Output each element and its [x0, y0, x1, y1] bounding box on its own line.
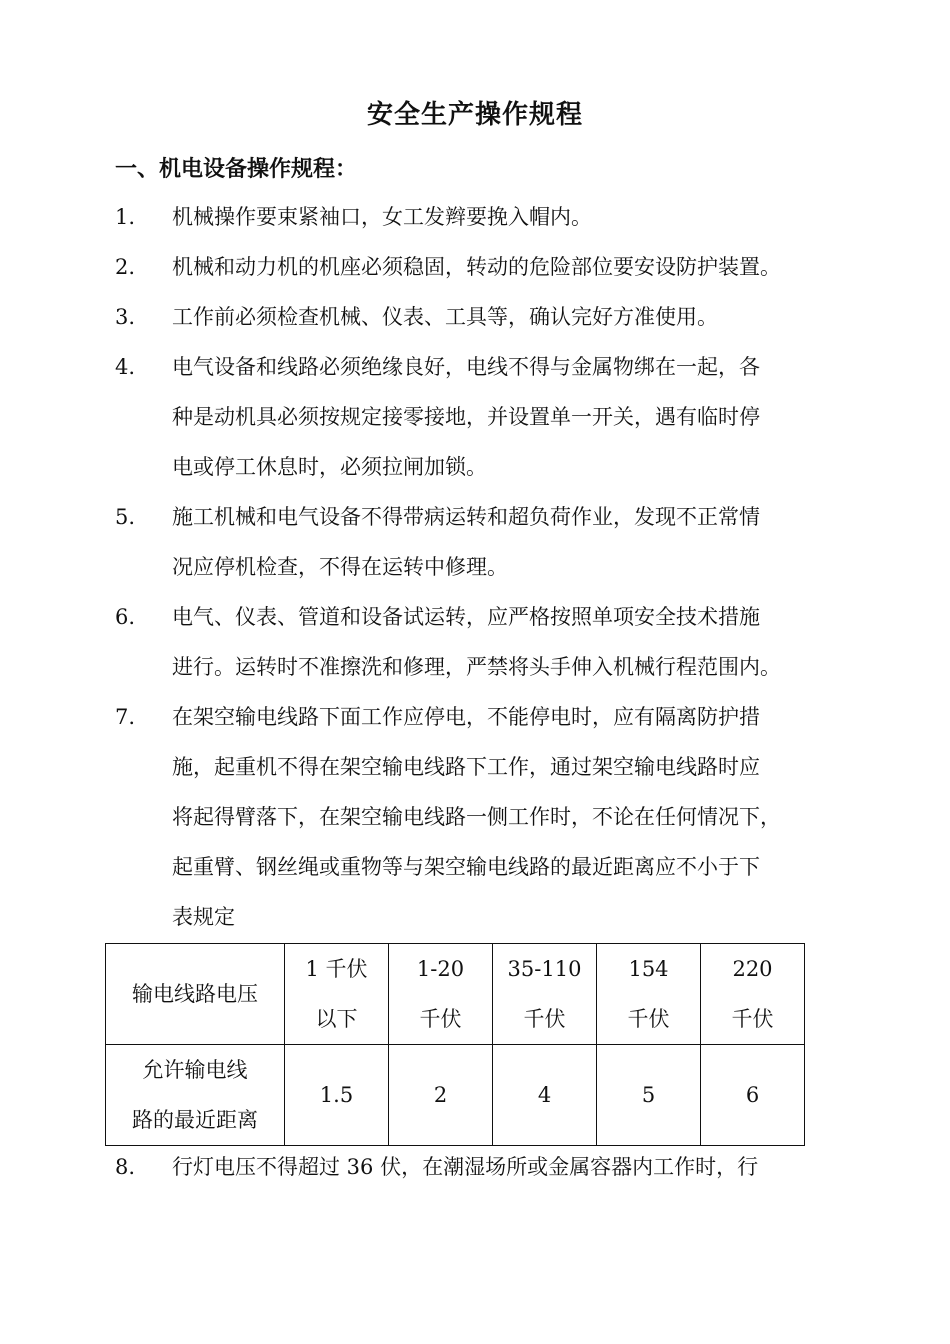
text-line: 种是动机具必须按规定接零接地，并设置单一开关，遇有临时停: [172, 405, 760, 429]
item-text: [172, 492, 862, 592]
item-text: [172, 692, 862, 942]
cell-text: 千伏: [627, 1007, 670, 1031]
item-number: 7.: [115, 705, 136, 729]
table-cell: 1.5: [285, 1045, 389, 1146]
text-line: 行灯电压不得超过 36 伏，在潮湿场所或金属容器内工作时，行: [172, 1155, 759, 1179]
cell-text: 220: [732, 957, 773, 981]
section-heading: 一、机电设备操作规程：: [115, 156, 358, 182]
item-number: 4.: [115, 355, 136, 379]
text-line: 施，起重机不得在架空输电线路下工作，通过架空输电线路时应: [172, 755, 760, 779]
text-line: 况应停机检查，不得在运转中修理。: [172, 555, 508, 579]
text-line: 工作前必须检查机械、仪表、工具等，确认完好方准使用。: [172, 305, 718, 329]
item-number: 1.: [115, 205, 136, 229]
text-line: 机械和动力机的机座必须稳固，转动的危险部位要安设防护装置。: [172, 255, 781, 279]
item-number: 6.: [115, 605, 136, 629]
table-cell: 4: [493, 1045, 597, 1146]
item-text: [172, 592, 862, 692]
cell-text: 千伏: [731, 1007, 774, 1031]
table-cell: 5: [597, 1045, 701, 1146]
table-cell: [106, 1045, 285, 1146]
cell-text: 输电线路电压: [132, 982, 258, 1006]
text-line: 电或停工休息时，必须拉闸加锁。: [172, 455, 487, 479]
item-text: [172, 192, 862, 242]
table-cell: 2: [389, 1045, 493, 1146]
cell-text: 35-110: [507, 957, 582, 981]
text-line: 起重臂、钢丝绳或重物等与架空输电线路的最近距离应不小于下: [172, 855, 760, 879]
item-number: 2.: [115, 255, 136, 279]
item-number: 8.: [115, 1155, 136, 1179]
table-cell: [597, 944, 701, 1045]
item-number: 5.: [115, 505, 136, 529]
table-row: [106, 944, 805, 1045]
distance-table: [105, 943, 805, 1146]
cell-text: 千伏: [419, 1007, 462, 1031]
text-line: 电气、仪表、管道和设备试运转，应严格按照单项安全技术措施: [172, 605, 760, 629]
text-line: 施工机械和电气设备不得带病运转和超负荷作业，发现不正常情: [172, 505, 760, 529]
table-cell: 6: [701, 1045, 805, 1146]
table-row: [106, 1045, 805, 1146]
text-line: 机械操作要束紧袖口，女工发辫要挽入帽内。: [172, 205, 592, 229]
text-line: 表规定: [172, 905, 235, 929]
table-cell: [493, 944, 597, 1045]
item-text: [172, 1142, 862, 1192]
table-cell: [285, 944, 389, 1045]
item-text: [172, 342, 862, 492]
table-cell: [389, 944, 493, 1045]
text-line: 电气设备和线路必须绝缘良好，电线不得与金属物绑在一起，各: [172, 355, 760, 379]
cell-text: 1-20: [416, 957, 465, 981]
item-text: [172, 292, 862, 342]
cell-text: 路的最近距离: [132, 1108, 258, 1132]
cell-text: 154: [628, 957, 669, 981]
cell-text: 允许输电线: [142, 1058, 248, 1082]
cell-text: 以下: [315, 1007, 358, 1031]
table-cell: [106, 944, 285, 1045]
text-line: 进行。运转时不准擦洗和修理，严禁将头手伸入机械行程范围内。: [172, 655, 781, 679]
cell-text: 1 千伏: [305, 957, 368, 981]
text-line: 将起得臂落下，在架空输电线路一侧工作时，不论在任何情况下，: [172, 805, 781, 829]
item-number: 3.: [115, 305, 136, 329]
table-cell: [701, 944, 805, 1045]
text-line: 在架空输电线路下面工作应停电，不能停电时，应有隔离防护措: [172, 705, 760, 729]
item-text: [172, 242, 862, 292]
page-title: 安全生产操作规程: [366, 100, 583, 130]
cell-text: 千伏: [523, 1007, 566, 1031]
